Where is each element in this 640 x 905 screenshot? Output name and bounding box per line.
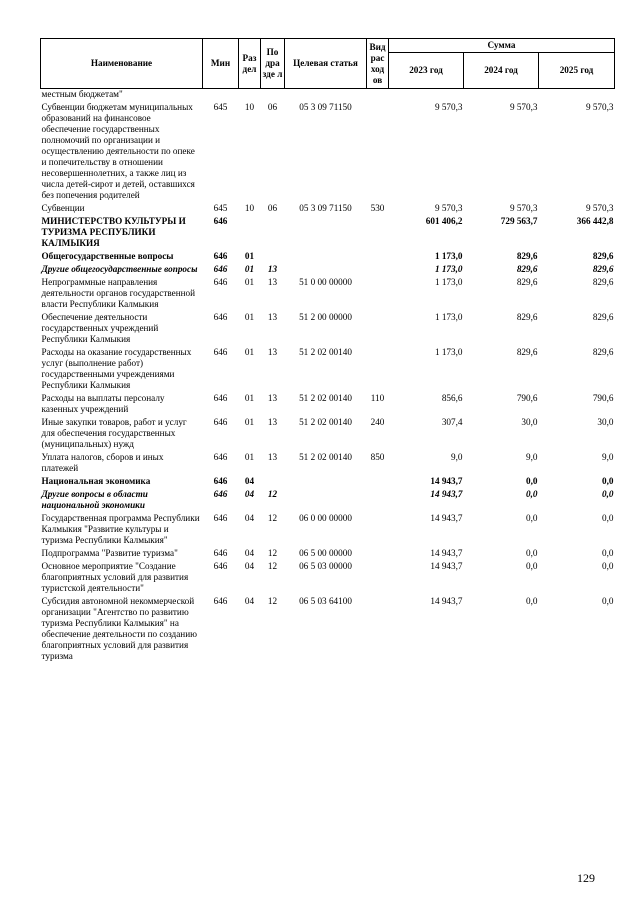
cell-vid-rashodov [367,312,389,345]
cell-2024: 0,0 [526,476,538,486]
table-row [41,393,615,415]
cell-2023: 307,4 [441,417,463,427]
cell-name: Расходы на оказание государственных услуг (выполнение работ) государственными учреждениями Республики Калмыкия [41,347,192,390]
header-podrazdel: По дра зде л [261,39,285,89]
cell-2023: 14 943,7 [430,548,463,558]
cell-2023: 856,6 [441,393,463,403]
budget-table [40,38,615,662]
cell-vid-rashodov [367,561,389,594]
cell-2023: 1 173,0 [434,277,463,287]
cell-min: 646 [213,561,228,571]
cell-podrazdel [261,476,285,487]
cell-podrazdel: 12 [267,596,278,606]
table-row [41,251,615,262]
header-2024: 2024 год [464,53,539,89]
cell-celevaya-statya: 51 0 00 00000 [299,277,352,287]
cell-min: 646 [213,417,228,427]
table-header [41,39,615,89]
cell-podrazdel: 06 [267,102,278,112]
table-row [41,548,615,559]
cell-2025: 829,6 [592,312,614,322]
cell-name: Субвенции бюджетам муниципальных образований на финансовое обеспечение государственных полномочий по организации и осуществлению деятельности по опеке и попечительству в отношении несовершеннолетних, а также лиц из числа детей-сирот и детей, оставшихся без попечения родителей [41,102,195,200]
cell-razdel: 04 [244,513,255,523]
cell-celevaya-statya [285,476,367,487]
cell-vid-rashodov: 850 [370,452,385,462]
table-row [41,347,615,391]
cell-2025: 366 442,8 [576,216,614,226]
cell-2024: 9 570,3 [509,203,538,213]
cell-razdel: 01 [244,417,255,427]
table-row [41,513,615,546]
cell-2025: 0,0 [602,548,614,558]
cell-2024: 30,0 [521,417,538,427]
cell-razdel: 01 [244,277,255,287]
cell-podrazdel: 13 [267,393,278,403]
cell-name: Обеспечение деятельности государственных учреждений Республики Калмыкия [41,312,159,344]
header-2023: 2023 год [389,53,464,89]
cell-vid-rashodov [367,548,389,559]
cell-2025: 829,6 [592,264,614,274]
cell-min: 646 [213,264,228,274]
cell-2023: 9 570,3 [434,102,463,112]
cell-vid-rashodov: 110 [370,393,385,403]
table-row [41,561,615,594]
table-row [41,264,615,275]
cell-razdel: 01 [244,393,255,403]
cell-name: местным бюджетам" [41,89,123,99]
cell-vid-rashodov [367,277,389,310]
cell-2025: 790,6 [592,393,614,403]
cell-name: Государственная программа Республики Калмыкия "Развитие культуры и туризма Республики Калмыкия" [41,513,200,545]
cell-podrazdel: 13 [267,452,278,462]
cell-2025: 9,0 [602,452,614,462]
cell-celevaya-statya: 51 2 02 00140 [299,347,352,357]
cell-vid-rashodov [367,264,389,275]
cell-razdel: 04 [244,476,255,486]
cell-name: Субсидия автономной некоммерческой организации "Агентство по развитию туризма Республики Калмыкия" на обеспечение деятельности по созданию благоприятных условий для развития туризма [41,596,197,661]
cell-celevaya-statya: 05 3 09 71150 [299,203,352,213]
cell-podrazdel: 13 [267,347,278,357]
cell-min: 646 [213,347,228,357]
cell-2024: 0,0 [526,596,538,606]
cell-celevaya-statya: 51 2 02 00140 [299,417,352,427]
cell-2025: 0,0 [602,513,614,523]
cell-razdel: 01 [244,347,255,357]
cell-razdel: 04 [244,489,255,499]
header-vid-rashodov: Вид рас ход ов [367,39,389,89]
cell-min: 646 [213,513,228,523]
cell-celevaya-statya [285,489,367,511]
cell-razdel [239,89,261,101]
cell-podrazdel: 12 [267,548,278,558]
cell-name: Подпрограмма "Развитие туризма" [41,548,178,558]
header-summa: Сумма [389,39,615,53]
cell-vid-rashodov [367,513,389,546]
cell-name: Основное мероприятие "Создание благоприятных условий для развития туристской деятельности" [41,561,189,593]
cell-vid-rashodov [367,596,389,662]
cell-2025 [539,89,615,101]
cell-2023: 14 943,7 [430,561,463,571]
cell-podrazdel: 12 [267,489,278,499]
cell-2023: 1 173,0 [434,312,463,322]
header-celevaya-statya: Целевая статья [285,39,367,89]
cell-celevaya-statya: 06 5 03 64100 [299,596,352,606]
cell-2024: 829,6 [516,277,538,287]
cell-razdel: 01 [244,251,255,261]
table-row [41,417,615,450]
cell-2023: 14 943,7 [430,476,463,486]
cell-min: 645 [213,203,228,213]
cell-2023: 14 943,7 [430,513,463,523]
cell-podrazdel: 13 [267,417,278,427]
cell-2023: 601 406,2 [425,216,463,226]
table-body [41,89,615,663]
cell-2024: 0,0 [526,513,538,523]
cell-name: МИНИСТЕРСТВО КУЛЬТУРЫ И ТУРИЗМА РЕСПУБЛИКИ КАЛМЫКИЯ [41,216,186,248]
header-2025: 2025 год [539,53,615,89]
cell-2024: 0,0 [526,489,538,499]
cell-razdel [239,216,261,249]
cell-2023 [389,89,464,101]
cell-2024: 9,0 [526,452,538,462]
cell-podrazdel: 13 [267,264,278,274]
table-row [41,89,615,101]
cell-vid-rashodov [367,489,389,511]
cell-2024: 729 563,7 [500,216,538,226]
cell-min: 646 [213,312,228,322]
cell-podrazdel: 12 [267,513,278,523]
cell-celevaya-statya: 05 3 09 71150 [299,102,352,112]
cell-min: 646 [213,251,228,261]
cell-razdel: 04 [244,561,255,571]
cell-razdel: 04 [244,548,255,558]
table-row [41,312,615,345]
cell-2024: 0,0 [526,561,538,571]
cell-min: 646 [213,476,228,486]
cell-vid-rashodov [367,216,389,249]
cell-2024: 829,6 [516,312,538,322]
table-row [41,476,615,487]
cell-2023: 14 943,7 [430,596,463,606]
cell-2025: 0,0 [602,476,614,486]
cell-celevaya-statya [285,264,367,275]
cell-min: 646 [213,548,228,558]
cell-podrazdel: 13 [267,277,278,287]
table-row [41,277,615,310]
cell-min: 646 [213,393,228,403]
header-razdel: Раз дел [239,39,261,89]
cell-2023: 1 173,0 [434,347,463,357]
cell-name: Непрограммные направления деятельности органов государственной власти Республики Калмыкия [41,277,196,309]
cell-celevaya-statya [285,251,367,262]
cell-celevaya-statya: 51 2 02 00140 [299,452,352,462]
cell-name: Другие общегосударственные вопросы [41,264,198,274]
cell-min: 646 [213,596,228,606]
cell-2023: 9,0 [451,452,463,462]
cell-2025: 829,6 [592,347,614,357]
cell-min: 646 [213,452,228,462]
cell-celevaya-statya [285,216,367,249]
cell-vid-rashodov: 240 [370,417,385,427]
cell-vid-rashodov [367,476,389,487]
cell-razdel: 04 [244,596,255,606]
cell-name: Уплата налогов, сборов и иных платежей [41,452,164,473]
cell-celevaya-statya: 06 5 00 00000 [299,548,352,558]
cell-podrazdel [261,89,285,101]
cell-2025: 0,0 [602,561,614,571]
header-min: Мин [203,39,239,89]
cell-name: Расходы на выплаты персоналу казенных учреждений [41,393,165,414]
table-row [41,203,615,214]
cell-celevaya-statya [285,89,367,101]
cell-razdel: 10 [244,102,255,112]
cell-celevaya-statya: 06 5 03 00000 [299,561,352,571]
cell-vid-rashodov [367,102,389,201]
cell-2024 [464,89,539,101]
cell-vid-rashodov [367,251,389,262]
table-row [41,452,615,474]
cell-name: Другие вопросы в области национальной экономики [41,489,148,510]
cell-razdel: 10 [244,203,255,213]
cell-2023: 14 943,7 [430,489,463,499]
cell-2025: 829,6 [592,251,614,261]
cell-2024: 829,6 [516,251,538,261]
cell-2023: 1 173,0 [434,251,463,261]
cell-2024: 9 570,3 [509,102,538,112]
cell-2025: 0,0 [602,489,614,499]
cell-min [203,89,239,101]
cell-vid-rashodov [367,347,389,391]
cell-name: Субвенции [41,203,85,213]
cell-podrazdel [261,216,285,249]
cell-2024: 0,0 [526,548,538,558]
cell-2023: 1 173,0 [434,264,463,274]
cell-2025: 829,6 [592,277,614,287]
cell-celevaya-statya: 06 0 00 00000 [299,513,352,523]
cell-podrazdel: 06 [267,203,278,213]
cell-2025: 0,0 [602,596,614,606]
cell-vid-rashodov: 530 [370,203,385,213]
cell-vid-rashodov [367,89,389,101]
table-row [41,102,615,201]
cell-min: 646 [213,216,228,226]
table-row [41,216,615,249]
cell-name: Общегосударственные вопросы [41,251,174,261]
cell-min: 645 [213,102,228,112]
cell-min: 646 [213,489,228,499]
cell-razdel: 01 [244,264,255,274]
cell-2024: 790,6 [516,393,538,403]
cell-podrazdel: 13 [267,312,278,322]
cell-podrazdel [261,251,285,262]
header-name: Наименование [41,39,203,89]
cell-razdel: 01 [244,312,255,322]
cell-2023: 9 570,3 [434,203,463,213]
cell-name: Национальная экономика [41,476,151,486]
cell-2025: 30,0 [597,417,614,427]
cell-min: 646 [213,277,228,287]
cell-2025: 9 570,3 [585,102,614,112]
page-number: 129 [577,871,595,885]
table-row [41,596,615,662]
cell-celevaya-statya: 51 2 00 00000 [299,312,352,322]
cell-2025: 9 570,3 [585,203,614,213]
cell-podrazdel: 12 [267,561,278,571]
cell-2024: 829,6 [516,347,538,357]
cell-name: Иные закупки товаров, работ и услуг для обеспечения государственных (муниципальных) нужд [41,417,187,449]
table-row [41,489,615,511]
cell-razdel: 01 [244,452,255,462]
cell-celevaya-statya: 51 2 02 00140 [299,393,352,403]
cell-2024: 829,6 [516,264,538,274]
